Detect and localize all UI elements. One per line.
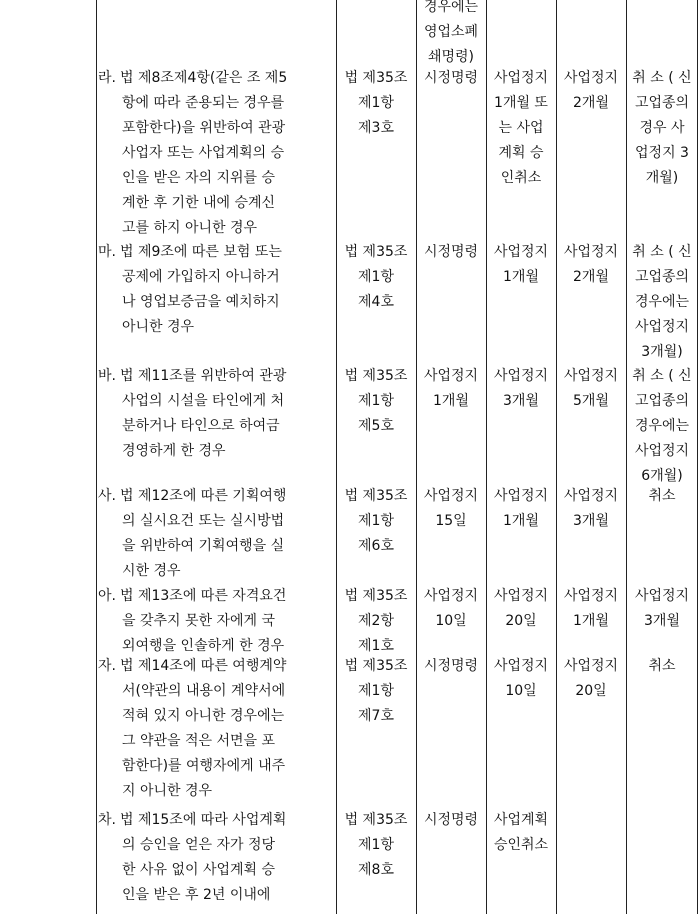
cell-line: 고업종의 <box>634 95 690 111</box>
table-row-description <box>98 654 334 804</box>
table-row-description <box>98 584 334 659</box>
cell-line: 3개월 <box>573 513 609 529</box>
cell-line: 3개월 <box>503 393 539 409</box>
cell-line: 시정명령 <box>423 244 479 260</box>
table-cell-p4 <box>627 364 697 489</box>
fragment-line: 영업소폐 <box>423 24 479 40</box>
cell-line: 시정명령 <box>423 812 479 828</box>
cell-line: 인취소 <box>500 170 542 186</box>
description-line <box>98 679 334 704</box>
description-text: 법 제9조에 따른 보험 또는 <box>119 244 282 260</box>
cell-line: 제5호 <box>358 418 394 434</box>
description-line <box>98 389 334 414</box>
description-text: 함한다)를 여행자에게 내주 <box>122 758 286 774</box>
cell-line: 경우에는 <box>634 294 690 310</box>
cell-line: 법 제35조 <box>344 588 408 604</box>
description-line <box>98 609 334 634</box>
cell-line: 고업종의 <box>634 393 690 409</box>
table-cell-p1 <box>417 654 485 679</box>
column-border <box>416 0 417 914</box>
description-text: 법 제13조에 따른 자격요건 <box>119 588 287 604</box>
table-cell-p3 <box>557 654 625 704</box>
cell-line: 사업정지 <box>563 588 619 604</box>
description-line <box>98 779 334 804</box>
cell-line: 제8호 <box>358 862 394 878</box>
cell-line: 시정명령 <box>423 658 479 674</box>
cell-line: 취소 <box>648 488 676 504</box>
cell-line: 사업정지 <box>563 488 619 504</box>
description-text: 법 제12조에 따른 기획여행 <box>119 488 287 504</box>
description-text: 경영하게 한 경우 <box>122 443 226 459</box>
description-line <box>98 91 334 116</box>
table-cell-p2 <box>487 808 555 858</box>
cell-line: 사업정지 <box>423 488 479 504</box>
table-cell-law <box>337 66 415 141</box>
description-text: 의 승인을 얻은 자가 정당 <box>122 837 276 853</box>
cell-line: 제1항 <box>358 393 394 409</box>
cell-line: 계획 승 <box>498 145 544 161</box>
description-text: 항에 따라 준용되는 경우를 <box>122 95 285 111</box>
description-line <box>98 808 334 833</box>
table-cell-p2 <box>487 364 555 414</box>
description-text: 을 갖추지 못한 자에게 국 <box>122 613 276 629</box>
fragment-line: 경우에는 <box>423 0 479 15</box>
cell-line: 제6호 <box>358 538 394 554</box>
cell-line: 경우에는 <box>634 418 690 434</box>
table-cell-law <box>337 584 415 659</box>
description-text: 그 약관을 적은 서면을 포 <box>122 733 276 749</box>
table-row-description <box>98 808 334 908</box>
description-line <box>98 191 334 216</box>
table-cell-p4 <box>627 484 697 509</box>
table-cell-p3 <box>557 240 625 290</box>
cell-line: 1개월 <box>503 513 539 529</box>
row-label: 자. <box>98 658 116 674</box>
cell-line: 10일 <box>505 683 537 699</box>
cell-line: 법 제35조 <box>344 488 408 504</box>
description-text: 사업자 또는 사업계획의 승 <box>122 145 285 161</box>
description-line <box>98 858 334 883</box>
description-text: 법 제8조제4항(같은 조 제5 <box>119 70 288 86</box>
description-line <box>98 364 334 389</box>
cell-line: 제1호 <box>358 638 394 654</box>
description-text: 적혀 있지 아니한 경우에는 <box>122 708 285 724</box>
cell-line: 제1항 <box>358 269 394 285</box>
column-border <box>96 0 97 914</box>
cell-line: 제1항 <box>358 95 394 111</box>
cell-line: 제3호 <box>358 120 394 136</box>
row-label: 라. <box>98 70 116 86</box>
cell-line: 사업정지 <box>493 588 549 604</box>
cell-line: 1개월 <box>433 393 469 409</box>
description-text: 의 실시요건 또는 실시방법 <box>122 513 285 529</box>
table-cell-p3 <box>557 584 625 634</box>
table-cell-law <box>337 364 415 439</box>
cell-line: 사업정지 <box>563 244 619 260</box>
table-cell-p1 <box>417 364 485 414</box>
table-row-description <box>98 364 334 464</box>
cell-line: 취 소 ( 신 <box>632 368 692 384</box>
cell-line: 법 제35조 <box>344 70 408 86</box>
description-line <box>98 166 334 191</box>
cell-line: 사업정지 <box>423 368 479 384</box>
description-line <box>98 729 334 754</box>
table-cell-p2 <box>487 654 555 704</box>
cell-line: 10일 <box>435 613 467 629</box>
cell-line: 법 제35조 <box>344 244 408 260</box>
description-line <box>98 141 334 166</box>
cell-line: 3개월 <box>644 613 680 629</box>
description-line <box>98 116 334 141</box>
cell-line: 사업정지 <box>493 658 549 674</box>
cell-line: 취소 <box>648 658 676 674</box>
cell-line: 고업종의 <box>634 269 690 285</box>
description-line <box>98 654 334 679</box>
description-line <box>98 883 334 908</box>
table-cell-p4 <box>627 66 697 191</box>
cell-line: 법 제35조 <box>344 658 408 674</box>
table-cell-p1 <box>417 66 485 91</box>
description-line <box>98 414 334 439</box>
cell-line: 법 제35조 <box>344 812 408 828</box>
table-cell-p1 <box>417 240 485 265</box>
cell-line: 업정지 3 <box>635 145 689 161</box>
description-text: 한 사유 없이 사업계획 승 <box>122 862 276 878</box>
description-line <box>98 240 334 265</box>
description-text: 포함한다)을 위반하여 관광 <box>122 120 286 136</box>
cell-line: 20일 <box>505 613 537 629</box>
cell-line: 승인취소 <box>493 837 549 853</box>
description-text: 법 제14조에 따른 여행계약 <box>119 658 287 674</box>
table-cell-p3 <box>557 66 625 116</box>
cell-line: 2개월 <box>573 269 609 285</box>
cell-line: 는 사업 <box>498 120 544 136</box>
description-line <box>98 315 334 340</box>
cell-line: 제2항 <box>358 613 394 629</box>
description-line <box>98 704 334 729</box>
table-cell-law <box>337 484 415 559</box>
cell-line: 취 소 ( 신 <box>632 244 692 260</box>
cell-line: 시정명령 <box>423 70 479 86</box>
description-text: 공제에 가입하지 아니하거 <box>122 269 280 285</box>
description-text: 아니한 경우 <box>122 319 195 335</box>
cell-line: 개월) <box>645 170 679 186</box>
description-text: 나 영업보증금을 예치하지 <box>122 294 280 310</box>
table-cell-p3 <box>557 484 625 534</box>
description-line <box>98 290 334 315</box>
row-label: 마. <box>98 244 116 260</box>
cell-line: 6개월) <box>641 468 683 484</box>
cell-line: 제1항 <box>358 837 394 853</box>
column-border <box>556 0 557 914</box>
description-line <box>98 584 334 609</box>
cell-line: 5개월 <box>573 393 609 409</box>
description-text: 시한 경우 <box>122 563 181 579</box>
cell-line: 제4호 <box>358 294 394 310</box>
description-line <box>98 534 334 559</box>
description-text: 계한 후 기한 내에 승계신 <box>122 195 276 211</box>
cell-line: 사업정지 <box>493 368 549 384</box>
description-text: 사업의 시설을 타인에게 처 <box>122 393 285 409</box>
table-cell-p4 <box>627 584 697 634</box>
cell-line: 사업정지 <box>634 443 690 459</box>
description-text: 분하거나 타인으로 하여금 <box>122 418 280 434</box>
description-line <box>98 484 334 509</box>
table-cell-law <box>337 654 415 729</box>
description-text: 법 제11조를 위반하여 관광 <box>119 368 287 384</box>
row-label: 사. <box>98 488 116 504</box>
cell-line: 1개월 또 <box>494 95 548 111</box>
cell-line: 경우 사 <box>639 120 685 136</box>
table-cell-p3 <box>557 364 625 414</box>
fragment-line: 쇄명령) <box>427 49 475 65</box>
cell-line: 사업정지 <box>493 488 549 504</box>
table-cell-p4 <box>627 240 697 365</box>
cell-line: 20일 <box>575 683 607 699</box>
table-row-description <box>98 484 334 584</box>
cell-line: 1개월 <box>573 613 609 629</box>
cell-line: 사업정지 <box>634 588 690 604</box>
table-cell-law <box>337 808 415 883</box>
description-text: 인을 받은 자의 지위를 승 <box>122 170 276 186</box>
cell-line: 제1항 <box>358 683 394 699</box>
cell-line: 1개월 <box>503 269 539 285</box>
description-text: 법 제15조에 따라 사업계획 <box>119 812 287 828</box>
column-border <box>697 0 698 914</box>
description-line <box>98 439 334 464</box>
description-line <box>98 216 334 241</box>
table-cell-p1 <box>417 484 485 534</box>
cell-line: 사업정지 <box>423 588 479 604</box>
description-line <box>98 265 334 290</box>
description-line <box>98 833 334 858</box>
description-line <box>98 754 334 779</box>
table-cell-p2 <box>487 584 555 634</box>
fragment-cell <box>417 0 485 70</box>
table-row-description <box>98 66 334 241</box>
description-line <box>98 509 334 534</box>
table-cell-p1 <box>417 584 485 634</box>
description-line <box>98 559 334 584</box>
description-line <box>98 66 334 91</box>
description-text: 지 아니한 경우 <box>122 783 213 799</box>
cell-line: 사업계획 <box>493 812 549 828</box>
cell-line: 2개월 <box>573 95 609 111</box>
cell-line: 제1항 <box>358 513 394 529</box>
table-row-description <box>98 240 334 340</box>
cell-line: 제7호 <box>358 708 394 724</box>
description-text: 인을 받은 후 2년 이내에 <box>122 887 271 903</box>
description-text: 을 위반하여 기획여행을 실 <box>122 538 285 554</box>
cell-line: 사업정지 <box>563 368 619 384</box>
cell-line: 법 제35조 <box>344 368 408 384</box>
cell-line: 취 소 ( 신 <box>632 70 692 86</box>
table-cell-p2 <box>487 484 555 534</box>
row-label: 차. <box>98 812 116 828</box>
cell-line: 15일 <box>435 513 467 529</box>
description-text: 서(약관의 내용이 계약서에 <box>122 683 286 699</box>
description-text: 고를 하지 아니한 경우 <box>122 220 258 236</box>
row-label: 아. <box>98 588 116 604</box>
description-text: 외여행을 인솔하게 한 경우 <box>122 638 285 654</box>
cell-line: 3개월) <box>641 344 683 360</box>
table-cell-p2 <box>487 240 555 290</box>
cell-line: 사업정지 <box>493 244 549 260</box>
table-cell-p4 <box>627 654 697 679</box>
table-cell-p1 <box>417 808 485 833</box>
table-cell-p2 <box>487 66 555 191</box>
cell-line: 사업정지 <box>493 70 549 86</box>
cell-line: 사업정지 <box>563 658 619 674</box>
table-cell-law <box>337 240 415 315</box>
cell-line: 사업정지 <box>563 70 619 86</box>
cell-line: 사업정지 <box>634 319 690 335</box>
row-label: 바. <box>98 368 116 384</box>
